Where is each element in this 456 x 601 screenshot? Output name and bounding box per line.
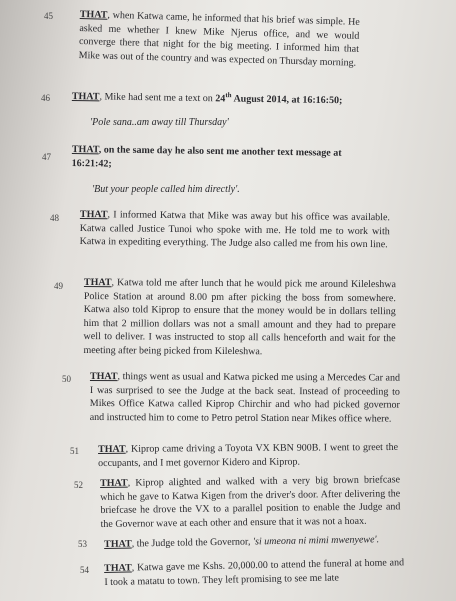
paragraph-number: 47	[42, 152, 51, 162]
paragraph-number: 51	[70, 446, 79, 456]
paragraph-number: 53	[78, 539, 87, 549]
paragraph-number: 52	[74, 480, 83, 490]
paragraph-number: 49	[54, 281, 63, 291]
paragraph-text: THAT, Katwa gave me Kshs. 20,000.00 to attend the funeral at home and I took a matatu to town. They left promising to see me late	[104, 557, 405, 588]
paragraph-number: 54	[80, 565, 89, 575]
paragraph-text: THAT, when Katwa came, he informed that his brief was simple. He asked me whether I knew Mike Njerus office, and we would converge there that night for the big meeting. I informed him that Mike was out of the country and was expected on Thursday morning.	[78, 8, 360, 69]
paragraph-text: THAT, Katwa told me after lunch that he would pick me around Kileleshwa Police Station at around 8.00 pm after picking the boss from somewhere. Katwa also told Kiprop to ensure that the money would be in dollars telling him that 2 million dollars was not a small amount and they had to prepare well to deliver. I was instructed to stop all calls henceforth and wait for the meeting after being picked from Kileleshwa.	[83, 276, 396, 357]
quoted-text-message: 'Pole sana..am away till Thursday'	[90, 117, 229, 128]
paragraph-text: THAT, Kiprop came driving a Toyota VX KBN 900B. I went to greet the occupants, and I met governor Kidero and Kiprop.	[98, 441, 399, 469]
paragraph-text: THAT, on the same day he also sent me another text message at 16:21:42;	[71, 143, 342, 170]
paragraph-number: 48	[50, 213, 59, 223]
paragraph-number: 50	[62, 374, 71, 384]
paragraph-text: THAT, the Judge told the Governor, 'si umeona ni mimi mwenyewe'.	[104, 534, 380, 550]
paragraph-number: 46	[41, 93, 50, 103]
paragraph-text: THAT, things went as usual and Katwa picked me using a Mercedes Car and I was surprised to see the Judge at the back seat. Instead of proceeding to Mikes Office Katwa called Kiprop Chirchir and who had picked governor and instructed him to come to Petro petrol Station near Mikes office where.	[89, 371, 400, 425]
paragraph-text: THAT, I informed Katwa that Mike was away but his office was available. Katwa called Justice Tunoi who spoke with me. He told me to work with Katwa in expediting everything. The Judge also called me from his own line.	[79, 208, 390, 251]
paragraph-text: THAT, Kiprop alighted and walked with a very big brown briefcase which he gave to Katwa Kigen from the driver's door. After delivering the briefcase he drove the VX to a parallel position to enable the Judge and the Governor wave at each other and ensure that it was not a hoax.	[100, 474, 401, 530]
quoted-text-message: 'But your people called him directly'.	[92, 184, 240, 195]
paragraph-number: 45	[44, 11, 53, 21]
paragraph-text: THAT, Mike had sent me a text on 24th August 2014, at 16:16:50;	[71, 90, 343, 107]
